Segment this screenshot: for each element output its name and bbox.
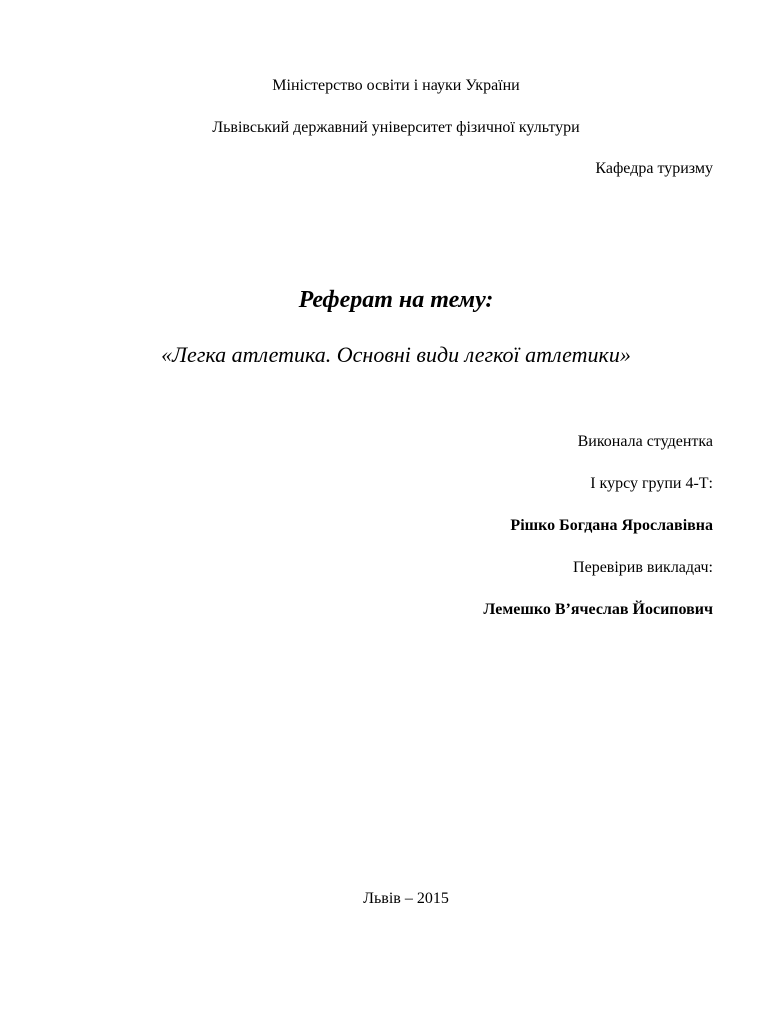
- ministry-heading: Міністерство освіти і науки України: [272, 77, 520, 94]
- city-year-footer: Львів – 2015: [363, 890, 449, 907]
- department-label: Кафедра туризму: [595, 160, 713, 177]
- report-topic: «Легка атлетика. Основні види легкої атлетики»: [161, 342, 631, 367]
- checked-by-label: Перевірив викладач:: [573, 559, 713, 576]
- performed-by-label: Виконала студентка: [577, 433, 713, 450]
- teacher-name: Лемешко В’ячеслав Йосипович: [483, 601, 713, 618]
- student-name: Рішко Богдана Ярославівна: [510, 517, 713, 534]
- course-group-label: І курсу групи 4-Т:: [590, 475, 713, 492]
- report-title: Реферат на тему:: [298, 287, 494, 313]
- university-heading: Львівський державний університет фізичної культури: [212, 119, 580, 136]
